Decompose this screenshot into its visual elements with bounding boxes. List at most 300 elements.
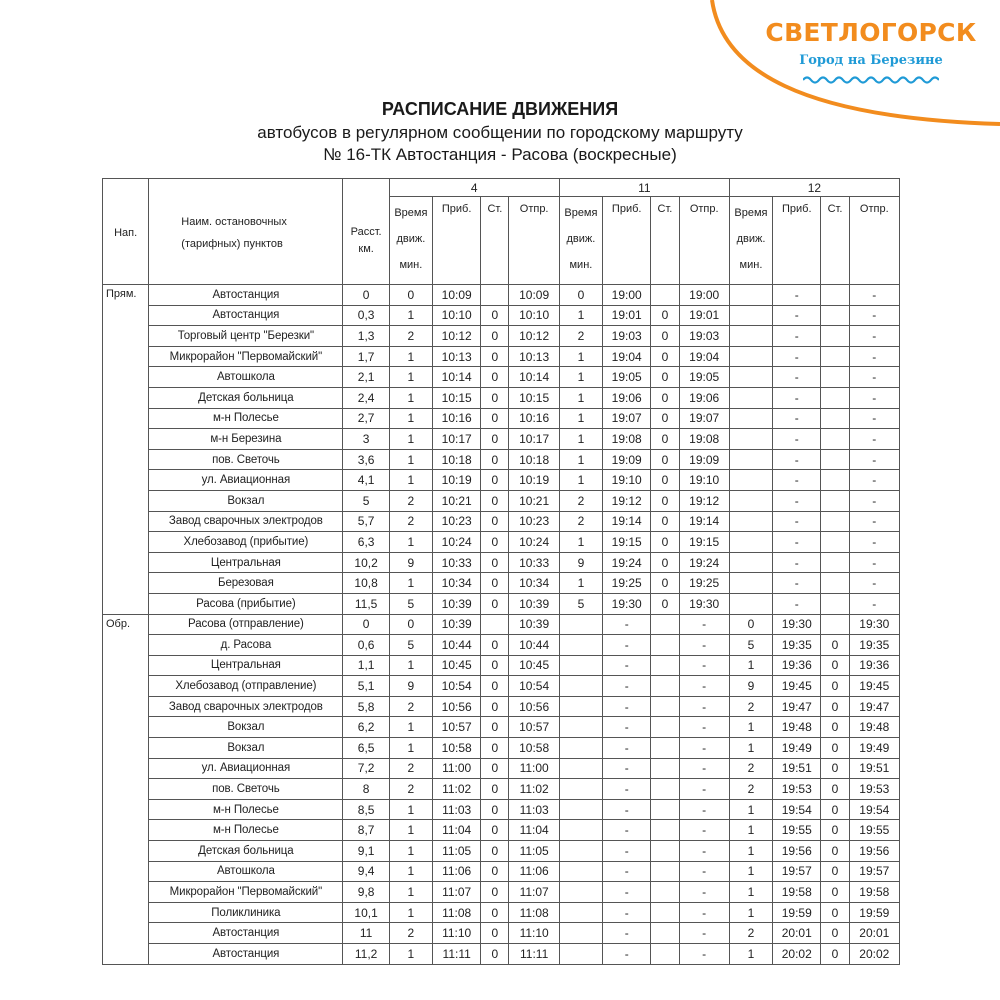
- arrival-time: -: [773, 532, 821, 553]
- stop-name: Детская больница: [149, 841, 343, 862]
- departure-time: -: [849, 532, 899, 553]
- table-row: [103, 799, 900, 820]
- table-row: [103, 944, 900, 965]
- departure-time: -: [849, 490, 899, 511]
- departure-time: 10:44: [509, 635, 559, 656]
- departure-time: 19:07: [679, 408, 729, 429]
- departure-time: 19:49: [849, 738, 899, 759]
- arrival-time: 19:36: [773, 655, 821, 676]
- arrival-time: -: [603, 758, 651, 779]
- table-row: [103, 326, 900, 347]
- stop-duration: [651, 779, 679, 800]
- arrival-time: 20:01: [773, 923, 821, 944]
- table-row: [103, 449, 900, 470]
- stop-duration: 0: [651, 408, 679, 429]
- departure-time: 20:01: [849, 923, 899, 944]
- travel-time: 1: [389, 449, 432, 470]
- travel-time: [559, 944, 602, 965]
- stop-duration: 0: [481, 305, 509, 326]
- direction-label: Обр.: [103, 614, 149, 964]
- stop-duration: 0: [481, 449, 509, 470]
- departure-time: 10:09: [509, 285, 559, 306]
- arrival-time: 19:06: [603, 387, 651, 408]
- departure-time: 19:56: [849, 841, 899, 862]
- arrival-time: 19:58: [773, 882, 821, 903]
- travel-time: 1: [729, 944, 772, 965]
- distance-km: 1,1: [343, 655, 389, 676]
- arrival-time: 10:54: [433, 676, 481, 697]
- departure-time: 19:15: [679, 532, 729, 553]
- departure-time: 11:00: [509, 758, 559, 779]
- stop-duration: 0: [651, 326, 679, 347]
- departure-time: 11:04: [509, 820, 559, 841]
- stop-duration: 0: [481, 799, 509, 820]
- stop-duration: 0: [821, 676, 849, 697]
- departure-time: 10:39: [509, 593, 559, 614]
- stop-name: пов. Светочь: [149, 779, 343, 800]
- table-row: [103, 367, 900, 388]
- table-row: [103, 923, 900, 944]
- departure-time: 10:15: [509, 387, 559, 408]
- stop-duration: 0: [821, 799, 849, 820]
- stop-duration: [821, 285, 849, 306]
- stop-duration: 0: [651, 470, 679, 491]
- arrival-time: -: [603, 717, 651, 738]
- stop-duration: [821, 326, 849, 347]
- arrival-time: 10:09: [433, 285, 481, 306]
- stop-duration: 0: [481, 717, 509, 738]
- col-header-departure: Отпр.: [679, 197, 729, 285]
- col-header-arrival: Приб.: [603, 197, 651, 285]
- travel-time: 1: [559, 532, 602, 553]
- stop-duration: [821, 552, 849, 573]
- travel-time: 1: [389, 573, 432, 594]
- arrival-time: 19:09: [603, 449, 651, 470]
- stop-duration: 0: [481, 573, 509, 594]
- stop-duration: [481, 614, 509, 635]
- travel-time: [729, 326, 772, 347]
- trip-number-header: 11: [559, 179, 729, 197]
- stop-duration: 0: [481, 490, 509, 511]
- arrival-time: 19:07: [603, 408, 651, 429]
- arrival-time: 10:19: [433, 470, 481, 491]
- travel-time: 2: [559, 511, 602, 532]
- stop-duration: 0: [481, 779, 509, 800]
- stop-duration: 0: [651, 346, 679, 367]
- travel-time: 2: [729, 696, 772, 717]
- distance-km: 4,1: [343, 470, 389, 491]
- stop-duration: 0: [481, 429, 509, 450]
- stop-duration: 0: [481, 738, 509, 759]
- stop-duration: 0: [651, 511, 679, 532]
- arrival-time: 10:45: [433, 655, 481, 676]
- travel-time: [729, 285, 772, 306]
- col-header-stop-duration: Ст.: [481, 197, 509, 285]
- departure-time: 10:23: [509, 511, 559, 532]
- table-row: [103, 429, 900, 450]
- distance-km: 3,6: [343, 449, 389, 470]
- departure-time: 10:39: [509, 614, 559, 635]
- travel-time: 1: [389, 429, 432, 450]
- stop-duration: 0: [821, 944, 849, 965]
- departure-time: -: [679, 882, 729, 903]
- travel-time: [559, 882, 602, 903]
- stop-duration: 0: [651, 305, 679, 326]
- header-row-trips: [103, 179, 900, 197]
- stop-duration: 0: [481, 944, 509, 965]
- stop-duration: 0: [651, 429, 679, 450]
- travel-time: [729, 408, 772, 429]
- departure-time: 11:03: [509, 799, 559, 820]
- stop-duration: [821, 490, 849, 511]
- departure-time: -: [849, 408, 899, 429]
- arrival-time: -: [603, 655, 651, 676]
- arrival-time: 11:02: [433, 779, 481, 800]
- arrival-time: -: [773, 305, 821, 326]
- arrival-time: 11:05: [433, 841, 481, 862]
- title-line-2: автобусов в регулярном сообщении по городскому маршруту: [257, 123, 743, 142]
- travel-time: [729, 305, 772, 326]
- arrival-time: -: [603, 882, 651, 903]
- distance-km: 0: [343, 285, 389, 306]
- travel-time: 1: [559, 429, 602, 450]
- stop-name: м-н Полесье: [149, 820, 343, 841]
- travel-time: 1: [729, 738, 772, 759]
- arrival-time: 10:21: [433, 490, 481, 511]
- stop-duration: 0: [821, 635, 849, 656]
- stop-name: Автошкола: [149, 367, 343, 388]
- distance-km: 9,4: [343, 861, 389, 882]
- distance-km: 5,8: [343, 696, 389, 717]
- travel-time: [559, 614, 602, 635]
- travel-time: 1: [559, 346, 602, 367]
- stop-name: Торговый центр "Березки": [149, 326, 343, 347]
- travel-time: 1: [389, 305, 432, 326]
- travel-time: 2: [729, 923, 772, 944]
- travel-time: 1: [389, 367, 432, 388]
- stop-duration: 0: [821, 861, 849, 882]
- departure-time: 10:12: [509, 326, 559, 347]
- departure-time: 19:53: [849, 779, 899, 800]
- stop-duration: [651, 944, 679, 965]
- stop-name: д. Расова: [149, 635, 343, 656]
- arrival-time: 19:30: [603, 593, 651, 614]
- table-row: [103, 346, 900, 367]
- travel-time: 1: [729, 841, 772, 862]
- arrival-time: 10:10: [433, 305, 481, 326]
- arrival-time: 19:24: [603, 552, 651, 573]
- travel-time: [559, 902, 602, 923]
- departure-time: 10:14: [509, 367, 559, 388]
- departure-time: -: [679, 614, 729, 635]
- travel-time: 1: [729, 820, 772, 841]
- table-row: [103, 285, 900, 306]
- travel-time: 5: [389, 593, 432, 614]
- travel-time: 0: [389, 285, 432, 306]
- distance-km: 5,1: [343, 676, 389, 697]
- arrival-time: 11:11: [433, 944, 481, 965]
- departure-time: 19:25: [679, 573, 729, 594]
- departure-time: -: [679, 779, 729, 800]
- arrival-time: -: [773, 490, 821, 511]
- departure-time: 19:09: [679, 449, 729, 470]
- stop-name: Центральная: [149, 552, 343, 573]
- arrival-time: -: [603, 944, 651, 965]
- stop-duration: 0: [821, 923, 849, 944]
- stop-duration: 0: [481, 758, 509, 779]
- departure-time: 19:51: [849, 758, 899, 779]
- travel-time: [729, 552, 772, 573]
- stop-name: Автостанция: [149, 923, 343, 944]
- stop-duration: 0: [651, 367, 679, 388]
- table-row: [103, 552, 900, 573]
- table-row: [103, 676, 900, 697]
- distance-km: 0: [343, 614, 389, 635]
- stop-duration: [821, 470, 849, 491]
- distance-km: 6,3: [343, 532, 389, 553]
- trip-number-header: 12: [729, 179, 899, 197]
- col-header-distance: Расст. км.: [343, 179, 389, 285]
- departure-time: 19:01: [679, 305, 729, 326]
- arrival-time: 19:00: [603, 285, 651, 306]
- departure-time: 11:10: [509, 923, 559, 944]
- travel-time: 1: [559, 573, 602, 594]
- arrival-time: 10:44: [433, 635, 481, 656]
- table-row: [103, 717, 900, 738]
- departure-time: 10:21: [509, 490, 559, 511]
- col-header-travel-time: Время движ. мин.: [389, 197, 432, 285]
- travel-time: 1: [389, 882, 432, 903]
- table-row: [103, 635, 900, 656]
- stop-duration: [821, 408, 849, 429]
- arrival-time: 19:05: [603, 367, 651, 388]
- stop-name: Хлебозавод (прибытие): [149, 532, 343, 553]
- stop-duration: [821, 593, 849, 614]
- stop-duration: 0: [481, 820, 509, 841]
- table-row: [103, 614, 900, 635]
- arrival-time: 19:56: [773, 841, 821, 862]
- stop-name: Завод сварочных электродов: [149, 511, 343, 532]
- departure-time: 10:10: [509, 305, 559, 326]
- travel-time: [559, 841, 602, 862]
- departure-time: 10:16: [509, 408, 559, 429]
- departure-time: -: [849, 346, 899, 367]
- travel-time: [559, 738, 602, 759]
- table-row: [103, 861, 900, 882]
- stop-duration: 0: [821, 841, 849, 862]
- travel-time: [559, 820, 602, 841]
- departure-time: 10:18: [509, 449, 559, 470]
- departure-time: 11:08: [509, 902, 559, 923]
- arrival-time: 10:14: [433, 367, 481, 388]
- travel-time: 1: [729, 717, 772, 738]
- arrival-time: 10:16: [433, 408, 481, 429]
- departure-time: 19:12: [679, 490, 729, 511]
- distance-km: 8,7: [343, 820, 389, 841]
- distance-km: 1,3: [343, 326, 389, 347]
- arrival-time: 19:35: [773, 635, 821, 656]
- stop-duration: [651, 758, 679, 779]
- stop-duration: 0: [481, 882, 509, 903]
- travel-time: 2: [389, 779, 432, 800]
- distance-km: 9,1: [343, 841, 389, 862]
- stop-duration: 0: [481, 861, 509, 882]
- col-header-direction: Нап.: [103, 179, 149, 285]
- departure-time: 19:54: [849, 799, 899, 820]
- arrival-time: 11:03: [433, 799, 481, 820]
- arrival-time: 19:59: [773, 902, 821, 923]
- arrival-time: 19:15: [603, 532, 651, 553]
- distance-km: 11,2: [343, 944, 389, 965]
- travel-time: 1: [729, 882, 772, 903]
- stop-name: Вокзал: [149, 738, 343, 759]
- stop-name: Детская больница: [149, 387, 343, 408]
- departure-time: 10:17: [509, 429, 559, 450]
- departure-time: 10:13: [509, 346, 559, 367]
- table-row: [103, 387, 900, 408]
- stop-name: Микрорайон "Первомайский": [149, 882, 343, 903]
- travel-time: 2: [389, 511, 432, 532]
- arrival-time: 19:49: [773, 738, 821, 759]
- table-row: [103, 470, 900, 491]
- travel-time: 1: [389, 408, 432, 429]
- arrival-time: -: [603, 696, 651, 717]
- arrival-time: 19:57: [773, 861, 821, 882]
- travel-time: 1: [559, 387, 602, 408]
- travel-time: 1: [389, 820, 432, 841]
- logo-title: СВЕТЛОГОРСК: [765, 18, 977, 47]
- departure-time: 11:07: [509, 882, 559, 903]
- travel-time: 1: [389, 655, 432, 676]
- table-row: [103, 305, 900, 326]
- departure-time: -: [679, 861, 729, 882]
- arrival-time: 10:39: [433, 593, 481, 614]
- distance-km: 11,5: [343, 593, 389, 614]
- departure-time: 19:24: [679, 552, 729, 573]
- stop-duration: 0: [651, 593, 679, 614]
- stop-duration: [651, 696, 679, 717]
- arrival-time: -: [773, 387, 821, 408]
- departure-time: 10:54: [509, 676, 559, 697]
- stop-duration: 0: [481, 367, 509, 388]
- stop-name: м-н Полесье: [149, 408, 343, 429]
- departure-time: 10:19: [509, 470, 559, 491]
- stop-duration: [821, 449, 849, 470]
- arrival-time: -: [773, 470, 821, 491]
- travel-time: [559, 717, 602, 738]
- distance-km: 7,2: [343, 758, 389, 779]
- travel-time: 5: [559, 593, 602, 614]
- travel-time: [729, 593, 772, 614]
- stop-name: Автошкола: [149, 861, 343, 882]
- stop-duration: [651, 285, 679, 306]
- distance-km: 10,8: [343, 573, 389, 594]
- stop-duration: [821, 532, 849, 553]
- stop-duration: 0: [481, 676, 509, 697]
- arrival-time: -: [603, 820, 651, 841]
- table-row: [103, 841, 900, 862]
- schedule-table: [102, 178, 900, 965]
- travel-time: [729, 470, 772, 491]
- arrival-time: 10:15: [433, 387, 481, 408]
- arrival-time: -: [773, 367, 821, 388]
- stop-name: Вокзал: [149, 717, 343, 738]
- departure-time: 20:02: [849, 944, 899, 965]
- departure-time: 10:34: [509, 573, 559, 594]
- travel-time: 2: [389, 696, 432, 717]
- travel-time: [559, 799, 602, 820]
- stop-duration: 0: [651, 449, 679, 470]
- departure-time: 11:11: [509, 944, 559, 965]
- stop-duration: 0: [821, 758, 849, 779]
- arrival-time: 10:57: [433, 717, 481, 738]
- arrival-time: -: [773, 346, 821, 367]
- table-row: [103, 738, 900, 759]
- travel-time: 2: [729, 779, 772, 800]
- stop-duration: [651, 923, 679, 944]
- travel-time: 0: [389, 614, 432, 635]
- distance-km: 2,7: [343, 408, 389, 429]
- table-row: [103, 779, 900, 800]
- arrival-time: 10:56: [433, 696, 481, 717]
- stop-duration: 0: [821, 902, 849, 923]
- departure-time: 19:14: [679, 511, 729, 532]
- departure-time: -: [679, 758, 729, 779]
- travel-time: 1: [389, 861, 432, 882]
- travel-time: [559, 655, 602, 676]
- departure-time: 10:24: [509, 532, 559, 553]
- arrival-time: 10:23: [433, 511, 481, 532]
- departure-time: -: [679, 841, 729, 862]
- departure-time: 19:45: [849, 676, 899, 697]
- table-row: [103, 820, 900, 841]
- arrival-time: -: [603, 902, 651, 923]
- stop-name: Центральная: [149, 655, 343, 676]
- departure-time: 10:33: [509, 552, 559, 573]
- travel-time: 9: [389, 676, 432, 697]
- stop-duration: 0: [481, 326, 509, 347]
- stop-duration: 0: [651, 573, 679, 594]
- arrival-time: 19:47: [773, 696, 821, 717]
- arrival-time: -: [603, 923, 651, 944]
- arrival-time: 19:54: [773, 799, 821, 820]
- arrival-time: -: [773, 573, 821, 594]
- travel-time: 9: [559, 552, 602, 573]
- travel-time: [559, 861, 602, 882]
- travel-time: 1: [729, 799, 772, 820]
- departure-time: -: [679, 820, 729, 841]
- travel-time: 1: [559, 305, 602, 326]
- stop-duration: 0: [481, 511, 509, 532]
- departure-time: 11:05: [509, 841, 559, 862]
- travel-time: [729, 573, 772, 594]
- distance-km: 0,3: [343, 305, 389, 326]
- travel-time: [729, 387, 772, 408]
- arrival-time: 11:08: [433, 902, 481, 923]
- departure-time: 11:06: [509, 861, 559, 882]
- departure-time: -: [679, 696, 729, 717]
- stop-duration: 0: [651, 387, 679, 408]
- stop-name: Расова (отправление): [149, 614, 343, 635]
- stop-duration: [651, 902, 679, 923]
- distance-km: 3: [343, 429, 389, 450]
- stop-duration: 0: [651, 490, 679, 511]
- table-row: [103, 511, 900, 532]
- stop-duration: 0: [651, 552, 679, 573]
- distance-km: 10,2: [343, 552, 389, 573]
- stop-duration: 0: [821, 696, 849, 717]
- departure-time: -: [679, 902, 729, 923]
